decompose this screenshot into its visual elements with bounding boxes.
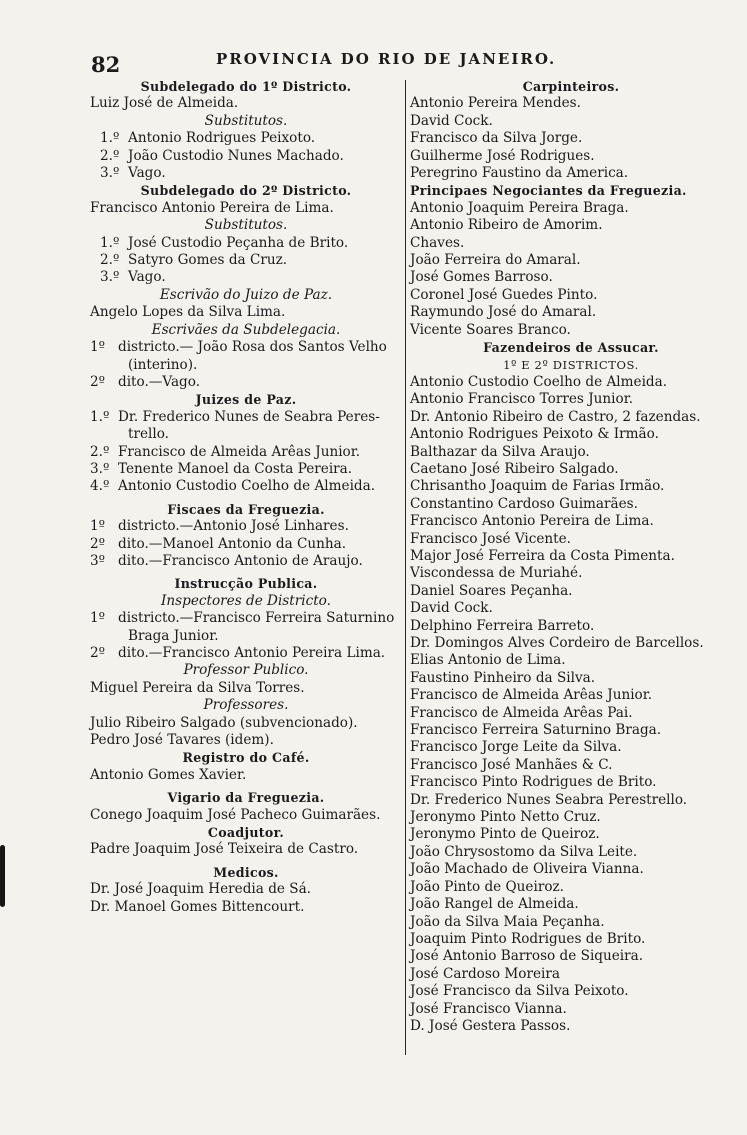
item-line: Antonio Custodio Coelho de Almeida.: [118, 478, 376, 495]
entry: Conego Joaquim José Pacheco Guimarães.: [90, 806, 381, 823]
plain-list: [410, 95, 732, 182]
list-item: Balthazar da Silva Araujo.: [410, 443, 590, 460]
list-item: Chrisantho Joaquim de Farias Irmão.: [410, 478, 665, 495]
entry: Francisco Antonio Pereira de Lima.: [90, 199, 334, 216]
list-item: Viscondessa de Muriahé.: [410, 565, 583, 582]
item-number: 3.º: [100, 165, 120, 182]
item-text: [128, 148, 402, 165]
list-item: João da Silva Maia Peçanha.: [410, 913, 605, 930]
item-number: 2.º: [100, 252, 120, 269]
list-item: João Pinto de Queiroz.: [410, 878, 564, 895]
item-text: [128, 130, 402, 147]
item-number: 1.º: [90, 408, 110, 425]
entry: Antonio Gomes Xavier.: [90, 766, 247, 783]
item-text: [118, 374, 402, 391]
list-item: Elias Antonio de Lima.: [410, 652, 566, 669]
list-item: Pedro José Tavares (idem).: [90, 732, 274, 749]
section-heading: Fazendeiros de Assucar.: [483, 340, 659, 356]
list-item: [90, 518, 402, 535]
item-continuation: Braga Junior.: [128, 627, 219, 644]
right-column: [410, 78, 732, 1035]
entry: Padre Joaquim José Teixeira de Castro.: [90, 841, 359, 858]
list-item: [100, 148, 402, 165]
list-item: Francisco José Manhães & C.: [410, 756, 613, 773]
numbered-list: [90, 130, 402, 182]
item-number: 2º: [90, 373, 106, 390]
numbered-list: [90, 518, 402, 570]
item-text: [118, 518, 402, 535]
list-item: [100, 252, 402, 269]
list-item: Jeronymo Pinto de Queiroz.: [410, 826, 600, 843]
list-item: David Cock.: [410, 112, 493, 129]
plain-list: [410, 200, 732, 339]
item-continuation: trello.: [128, 426, 169, 443]
item-text: [118, 645, 402, 662]
list-item: [90, 536, 402, 553]
list-item: Chaves.: [410, 234, 465, 251]
item-number: 2.º: [90, 443, 110, 460]
item-continuation: (interino).: [128, 356, 198, 373]
margin-mark: [0, 845, 5, 907]
list-item: Coronel José Guedes Pinto.: [410, 286, 598, 303]
list-item: Francisco de Almeida Arêas Junior.: [410, 687, 653, 704]
list-item: [90, 478, 402, 495]
list-item: Delphino Ferreira Barreto.: [410, 617, 595, 634]
item-line: districto.—Francisco Ferreira Saturnino: [118, 610, 395, 627]
item-text: [118, 536, 402, 553]
list-item: Guilherme José Rodrigues.: [410, 147, 595, 164]
item-line: dito.—Francisco Antonio de Araujo.: [118, 552, 363, 569]
list-item: Antonio Joaquim Pereira Braga.: [410, 199, 629, 216]
list-item: [90, 461, 402, 478]
page-number: 82: [91, 52, 121, 77]
list-item: Julio Ribeiro Salgado (subvencionado).: [90, 714, 358, 731]
item-line: dito.—Francisco Antonio Pereira Lima.: [118, 645, 386, 661]
entry: Luiz José de Almeida.: [90, 95, 239, 112]
list-item: Vicente Soares Branco.: [410, 321, 571, 338]
list-item: Antonio Francisco Torres Junior.: [410, 391, 634, 408]
list-item: Caetano José Ribeiro Salgado.: [410, 460, 619, 477]
item-line: Antonio Rodrigues Peixoto.: [128, 130, 316, 147]
numbered-list: [90, 409, 402, 496]
numbered-list: [90, 235, 402, 287]
section-heading: Medicos.: [213, 864, 279, 880]
list-item: José Gomes Barroso.: [410, 269, 553, 286]
list-item: Jeronymo Pinto Netto Cruz.: [410, 809, 601, 826]
section-heading: Principaes Negociantes da Freguezia.: [410, 183, 687, 199]
list-item: Antonio Custodio Coelho de Almeida.: [410, 373, 668, 390]
item-line: districto.— João Rosa dos Santos Velho: [118, 339, 387, 356]
list-item: [90, 444, 402, 461]
subheading: 1º E 2º DISTRICTOS.: [503, 357, 639, 372]
plain-list: [90, 715, 402, 750]
item-line: João Custodio Nunes Machado.: [128, 147, 344, 164]
plain-list: [90, 881, 402, 916]
list-item: [100, 130, 402, 147]
list-item: Dr. Antonio Ribeiro de Castro, 2 fazendas.: [410, 408, 701, 425]
list-item: José Antonio Barroso de Siqueira.: [410, 948, 644, 965]
list-item: Francisco Ferreira Saturnino Braga.: [410, 722, 662, 739]
item-text: [128, 235, 402, 252]
list-item: Francisco José Vicente.: [410, 530, 571, 547]
item-number: 2.º: [100, 147, 120, 164]
list-item: João Rangel de Almeida.: [410, 896, 579, 913]
list-item: Dr. Frederico Nunes Seabra Perestrello.: [410, 791, 688, 808]
list-item: Antonio Ribeiro de Amorim.: [410, 217, 603, 234]
subheading: Professores.: [203, 697, 289, 714]
item-text: [118, 610, 402, 645]
item-line: dito.—Manoel Antonio da Cunha.: [118, 535, 347, 552]
subheading: Substitutos.: [204, 112, 288, 129]
list-item: Antonio Pereira Mendes.: [410, 95, 581, 112]
item-number: 1º: [90, 610, 106, 627]
item-number: 3.º: [90, 460, 110, 477]
entry: Miguel Pereira da Silva Torres.: [90, 679, 305, 696]
list-item: José Francisco da Silva Peixoto.: [410, 983, 629, 1000]
numbered-list: [90, 339, 402, 391]
item-text: [118, 478, 402, 495]
section-heading: Vigario da Freguezia.: [167, 790, 325, 806]
numbered-list: [90, 610, 402, 662]
list-item: Dr. Manoel Gomes Bittencourt.: [90, 898, 305, 915]
subheading: Professor Publico.: [183, 662, 309, 679]
item-number: 4.º: [90, 478, 110, 495]
list-item: Peregrino Faustino da America.: [410, 165, 629, 182]
item-number: 2º: [90, 645, 106, 661]
item-text: [128, 252, 402, 269]
item-text: [128, 269, 402, 286]
item-text: [118, 553, 402, 570]
list-item: Faustino Pinheiro da Silva.: [410, 669, 596, 686]
item-line: José Custodio Peçanha de Brito.: [128, 234, 349, 251]
list-item: Francisco Antonio Pereira de Lima.: [410, 513, 654, 530]
list-item: [90, 553, 402, 570]
list-item: Daniel Soares Peçanha.: [410, 582, 573, 599]
subheading: Inspectores de Districto.: [161, 592, 331, 609]
list-item: [90, 409, 402, 444]
list-item: [100, 235, 402, 252]
item-number: 3.º: [100, 269, 120, 286]
list-item: Major José Ferreira da Costa Pimenta.: [410, 547, 675, 564]
list-item: José Cardoso Moreira: [410, 965, 560, 982]
list-item: Antonio Rodrigues Peixoto & Irmão.: [410, 426, 659, 443]
item-line: Francisco de Almeida Arêas Junior.: [118, 443, 361, 460]
item-number: 1.º: [100, 234, 120, 251]
item-line: Tenente Manoel da Costa Pereira.: [118, 460, 353, 477]
section-heading: Fiscaes da Freguezia.: [167, 501, 325, 517]
section-heading: Registro do Café.: [182, 750, 310, 766]
list-item: João Chrysostomo da Silva Leite.: [410, 843, 638, 860]
list-item: Constantino Cardoso Guimarães.: [410, 495, 638, 512]
list-item: Dr. Domingos Alves Cordeiro de Barcellos.: [410, 635, 704, 651]
left-column: [90, 78, 402, 916]
item-number: 1º: [90, 339, 106, 356]
item-number: 1.º: [100, 130, 120, 147]
section-heading: Subdelegado do 2º Districto.: [140, 183, 352, 199]
item-number: 3º: [90, 552, 106, 569]
list-item: Francisco da Silva Jorge.: [410, 130, 583, 147]
section-heading: Carpinteiros.: [522, 79, 620, 94]
list-item: [100, 269, 402, 286]
item-text: [128, 165, 402, 182]
item-line: Vago.: [128, 165, 166, 182]
item-line: Vago.: [128, 269, 166, 286]
item-line: Dr. Frederico Nunes de Seabra Peres-: [118, 408, 380, 425]
item-text: [118, 461, 402, 478]
subheading: Escrivão do Juizo de Paz.: [159, 286, 333, 303]
item-text: [118, 339, 402, 374]
list-item: [90, 645, 402, 662]
item-number: 2º: [90, 535, 106, 552]
item-line: districto.—Antonio José Linhares.: [118, 518, 349, 535]
list-item: Francisco Jorge Leite da Silva.: [410, 739, 622, 756]
section-heading: Instrucção Publica.: [174, 576, 318, 592]
list-item: D. José Gestera Passos.: [410, 1017, 571, 1034]
item-line: dito.—Vago.: [118, 373, 201, 390]
section-heading: Coadjutor.: [207, 825, 285, 841]
list-item: Francisco de Almeida Arêas Pai.: [410, 704, 633, 721]
list-item: [90, 610, 402, 645]
list-item: João Ferreira do Amaral.: [410, 252, 581, 269]
list-item: David Cock.: [410, 600, 493, 617]
entry: Angelo Lopes da Silva Lima.: [90, 304, 286, 321]
plain-list: [410, 374, 732, 1035]
subheading: Substitutos.: [204, 217, 288, 234]
item-number: 1º: [90, 518, 106, 535]
item-text: [118, 444, 402, 461]
list-item: [90, 339, 402, 374]
running-header: PROVINCIA DO RIO DE JANEIRO.: [216, 50, 557, 68]
list-item: Joaquim Pinto Rodrigues de Brito.: [410, 930, 646, 947]
list-item: José Francisco Vianna.: [410, 1000, 567, 1017]
section-heading: Subdelegado do 1º Districto.: [140, 79, 352, 94]
list-item: João Machado de Oliveira Vianna.: [410, 861, 644, 878]
list-item: [100, 165, 402, 182]
section-heading: Juizes de Paz.: [195, 392, 297, 408]
subheading: Escrivães da Subdelegacia.: [151, 321, 341, 338]
column-rule: [405, 80, 406, 1055]
list-item: Raymundo José do Amaral.: [410, 304, 597, 321]
list-item: Francisco Pinto Rodrigues de Brito.: [410, 774, 657, 791]
item-line: Satyro Gomes da Cruz.: [128, 252, 288, 269]
item-text: [118, 409, 402, 444]
list-item: Dr. José Joaquim Heredia de Sá.: [90, 881, 311, 898]
list-item: [90, 374, 402, 391]
